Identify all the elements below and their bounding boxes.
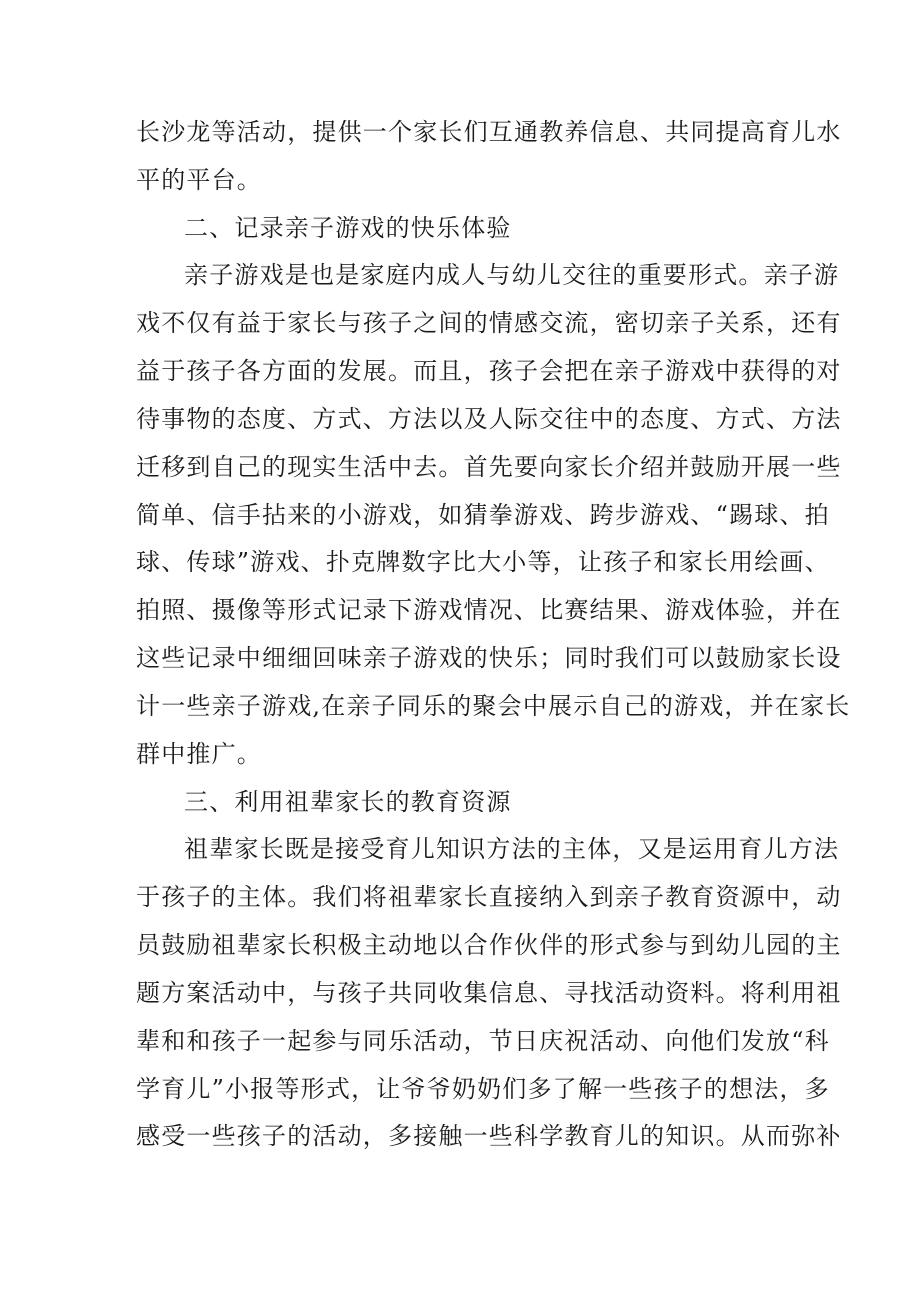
paragraph-line: 辈和和孩子一起参与同乐活动，节日庆祝活动、向他们发放“科: [136, 1027, 830, 1055]
paragraph-line: 这些记录中细细回味亲子游戏的快乐；同时我们可以鼓励家长设: [136, 644, 842, 672]
paragraph-line: 亲子游戏是也是家庭内成人与幼儿交往的重要形式。亲子游: [184, 261, 840, 289]
paragraph-line: 简单、信手拈来的小游戏，如猜拳游戏、跨步游戏、“踢球、拍: [136, 501, 830, 529]
paragraph-line: 益于孩子各方面的发展。而且，孩子会把在亲子游戏中获得的对: [136, 357, 842, 385]
paragraph-line: 题方案活动中，与孩子共同收集信息、寻找活动资料。将利用祖: [136, 979, 842, 1007]
paragraph-line: 长沙龙等活动，提供一个家长们互通教养信息、共同提高育儿水: [136, 118, 842, 146]
paragraph-line: 员鼓励祖辈家长积极主动地以合作伙伴的形式参与到幼儿园的主: [136, 931, 842, 959]
paragraph-line: 计一些亲子游戏,在亲子同乐的聚会中展示自己的游戏，并在家长: [136, 692, 851, 720]
paragraph-line: 于孩子的主体。我们将祖辈家长直接纳入到亲子教育资源中，动: [136, 883, 842, 911]
paragraph-line: 待事物的态度、方式、方法以及人际交往中的态度、方式、方法: [136, 405, 842, 433]
paragraph-line: 球、传球”游戏、扑克牌数字比大小等，让孩子和家长用绘画、: [136, 548, 830, 576]
paragraph-line: 感受一些孩子的活动，多接触一些科学教育儿的知识。从而弥补: [136, 1122, 842, 1150]
paragraph-line: 戏不仅有益于家长与孩子之间的情感交流，密切亲子关系，还有: [136, 309, 842, 337]
section-heading-2: 二、记录亲子游戏的快乐体验: [184, 214, 512, 242]
paragraph-line: 学育儿”小报等形式，让爷爷奶奶们多了解一些孩子的想法，多: [136, 1075, 830, 1103]
paragraph-line: 拍照、摄像等形式记录下游戏情况、比赛结果、游戏体验，并在: [136, 596, 842, 624]
paragraph-line: 祖辈家长既是接受育儿知识方法的主体，又是运用育儿方法: [184, 835, 840, 863]
paragraph-line: 群中推广。: [136, 740, 262, 768]
paragraph-line: 平的平台。: [136, 166, 262, 194]
paragraph-line: 迁移到自己的现实生活中去。首先要向家长介绍并鼓励开展一些: [136, 453, 842, 481]
section-heading-3: 三、利用祖辈家长的教育资源: [184, 788, 512, 816]
